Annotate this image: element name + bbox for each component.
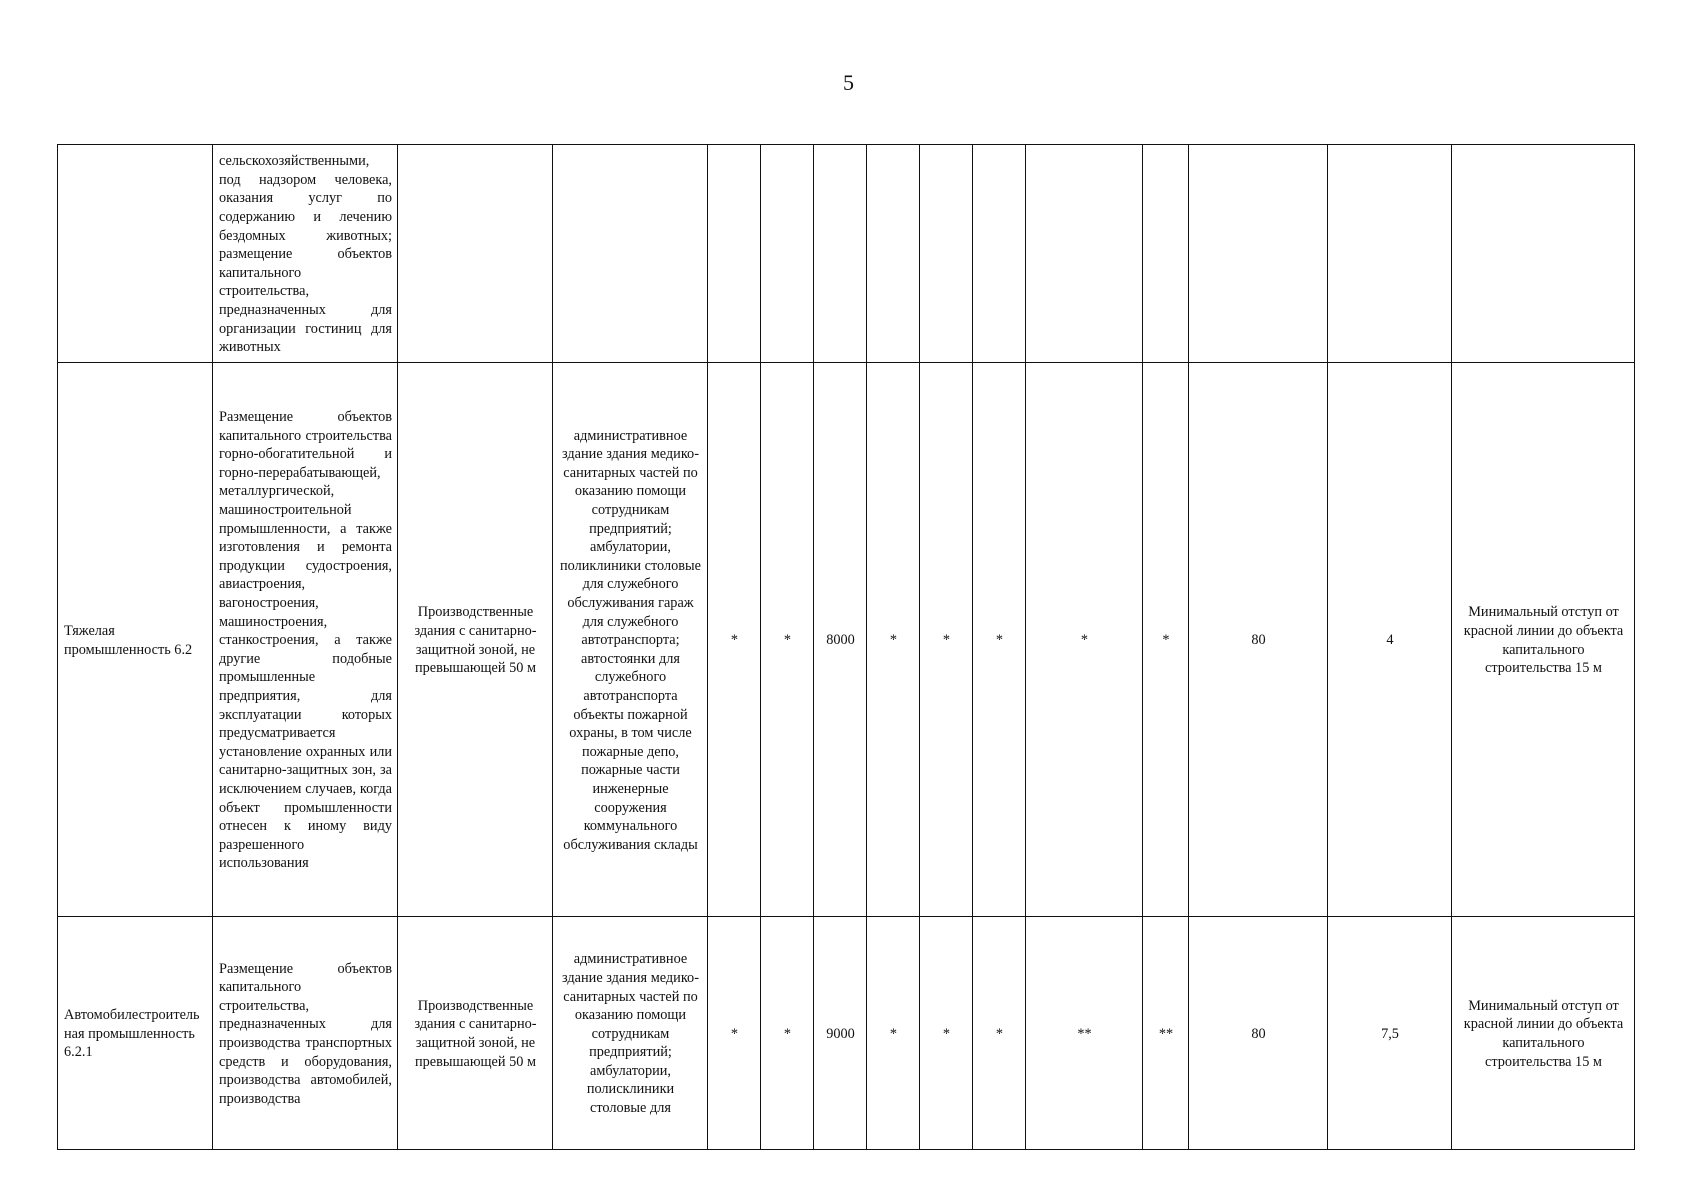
main-building-cell bbox=[398, 145, 553, 363]
main-building-cell: Производственные здания с санитарно-защитной зоной, не превышающей 50 м bbox=[398, 363, 553, 917]
param-cell-7: * bbox=[1026, 363, 1143, 917]
note-cell bbox=[1452, 145, 1635, 363]
param-cell-1: * bbox=[708, 917, 761, 1150]
use-description-cell: Размещение объектов капитального строительства горно-обогатительной и горно-перерабатывающей, металлургической, машиностроительной промышленности, а также изготовления и ремонта продукции судостроения, авиастроения, вагоностроения, машиностроения, станкостроения, а также другие подобные промышленные предприятия, для эксплуатации которых предусматривается установление охранных или санитарно-защитных зон, за исключением случаев, когда объект промышленности отнесен к иному виду разрешенного использования bbox=[213, 363, 398, 917]
use-name-cell: Автомобилестроительная промышленность 6.2.1 bbox=[58, 917, 213, 1150]
param-cell-7: ** bbox=[1026, 917, 1143, 1150]
param-cell-2: * bbox=[761, 917, 814, 1150]
note-cell: Минимальный отступ от красной линии до объекта капитального строительства 15 м bbox=[1452, 363, 1635, 917]
param-cell-8: ** bbox=[1143, 917, 1189, 1150]
param-cell-2: * bbox=[761, 363, 814, 917]
param-cell-4 bbox=[867, 145, 920, 363]
page-number: 5 bbox=[843, 70, 854, 95]
param-cell-4: * bbox=[867, 917, 920, 1150]
auxiliary-use-cell bbox=[553, 145, 708, 363]
use-description-cell: Размещение объектов капитального строительства, предназначенных для производства транспортных средств и оборудования, производства автомобилей, производства bbox=[213, 917, 398, 1150]
param-cell-4: * bbox=[867, 363, 920, 917]
param-cell-9: 80 bbox=[1189, 363, 1328, 917]
param-cell-5: * bbox=[920, 917, 973, 1150]
param-cell-6: * bbox=[973, 363, 1026, 917]
auxiliary-use-cell: административное здание здания медико-санитарных частей по оказанию помощи сотрудникам предприятий; амбулатории, полисклиники столовые для bbox=[553, 917, 708, 1150]
auxiliary-use-cell: административное здание здания медико-санитарных частей по оказанию помощи сотрудникам предприятий; амбулатории, поликлиники столовые для служебного обслуживания гараж для служебного автотранспорта; автостоянки для служебного автотранспорта объекты пожарной охраны, в том числе пожарные депо, пожарные части инженерные сооружения коммунального обслуживания склады bbox=[553, 363, 708, 917]
param-cell-6 bbox=[973, 145, 1026, 363]
table-row bbox=[58, 363, 1635, 917]
table-row bbox=[58, 917, 1635, 1150]
param-cell-6: * bbox=[973, 917, 1026, 1150]
use-name-cell: Тяжелая промышленность 6.2 bbox=[58, 363, 213, 917]
param-cell-8 bbox=[1143, 145, 1189, 363]
param-cell-3 bbox=[814, 145, 867, 363]
note-cell: Минимальный отступ от красной линии до объекта капитального строительства 15 м bbox=[1452, 917, 1635, 1150]
param-cell-3: 9000 bbox=[814, 917, 867, 1150]
param-cell-2 bbox=[761, 145, 814, 363]
param-cell-10: 4 bbox=[1328, 363, 1452, 917]
param-cell-10 bbox=[1328, 145, 1452, 363]
main-building-cell: Производственные здания с санитарно-защитной зоной, не превышающей 50 м bbox=[398, 917, 553, 1150]
param-cell-10: 7,5 bbox=[1328, 917, 1452, 1150]
param-cell-5: * bbox=[920, 363, 973, 917]
param-cell-9: 80 bbox=[1189, 917, 1328, 1150]
param-cell-8: * bbox=[1143, 363, 1189, 917]
param-cell-5 bbox=[920, 145, 973, 363]
param-cell-9 bbox=[1189, 145, 1328, 363]
use-description-cell: сельскохозяйственными, под надзором человека, оказания услуг по содержанию и лечению бездомных животных; размещение объектов капитального строительства, предназначенных для организации гостиниц для животных bbox=[213, 145, 398, 363]
param-cell-3: 8000 bbox=[814, 363, 867, 917]
param-cell-7 bbox=[1026, 145, 1143, 363]
param-cell-1 bbox=[708, 145, 761, 363]
use-name-cell bbox=[58, 145, 213, 363]
zoning-regulations-table bbox=[57, 144, 1635, 1150]
table-row bbox=[58, 145, 1635, 363]
param-cell-1: * bbox=[708, 363, 761, 917]
